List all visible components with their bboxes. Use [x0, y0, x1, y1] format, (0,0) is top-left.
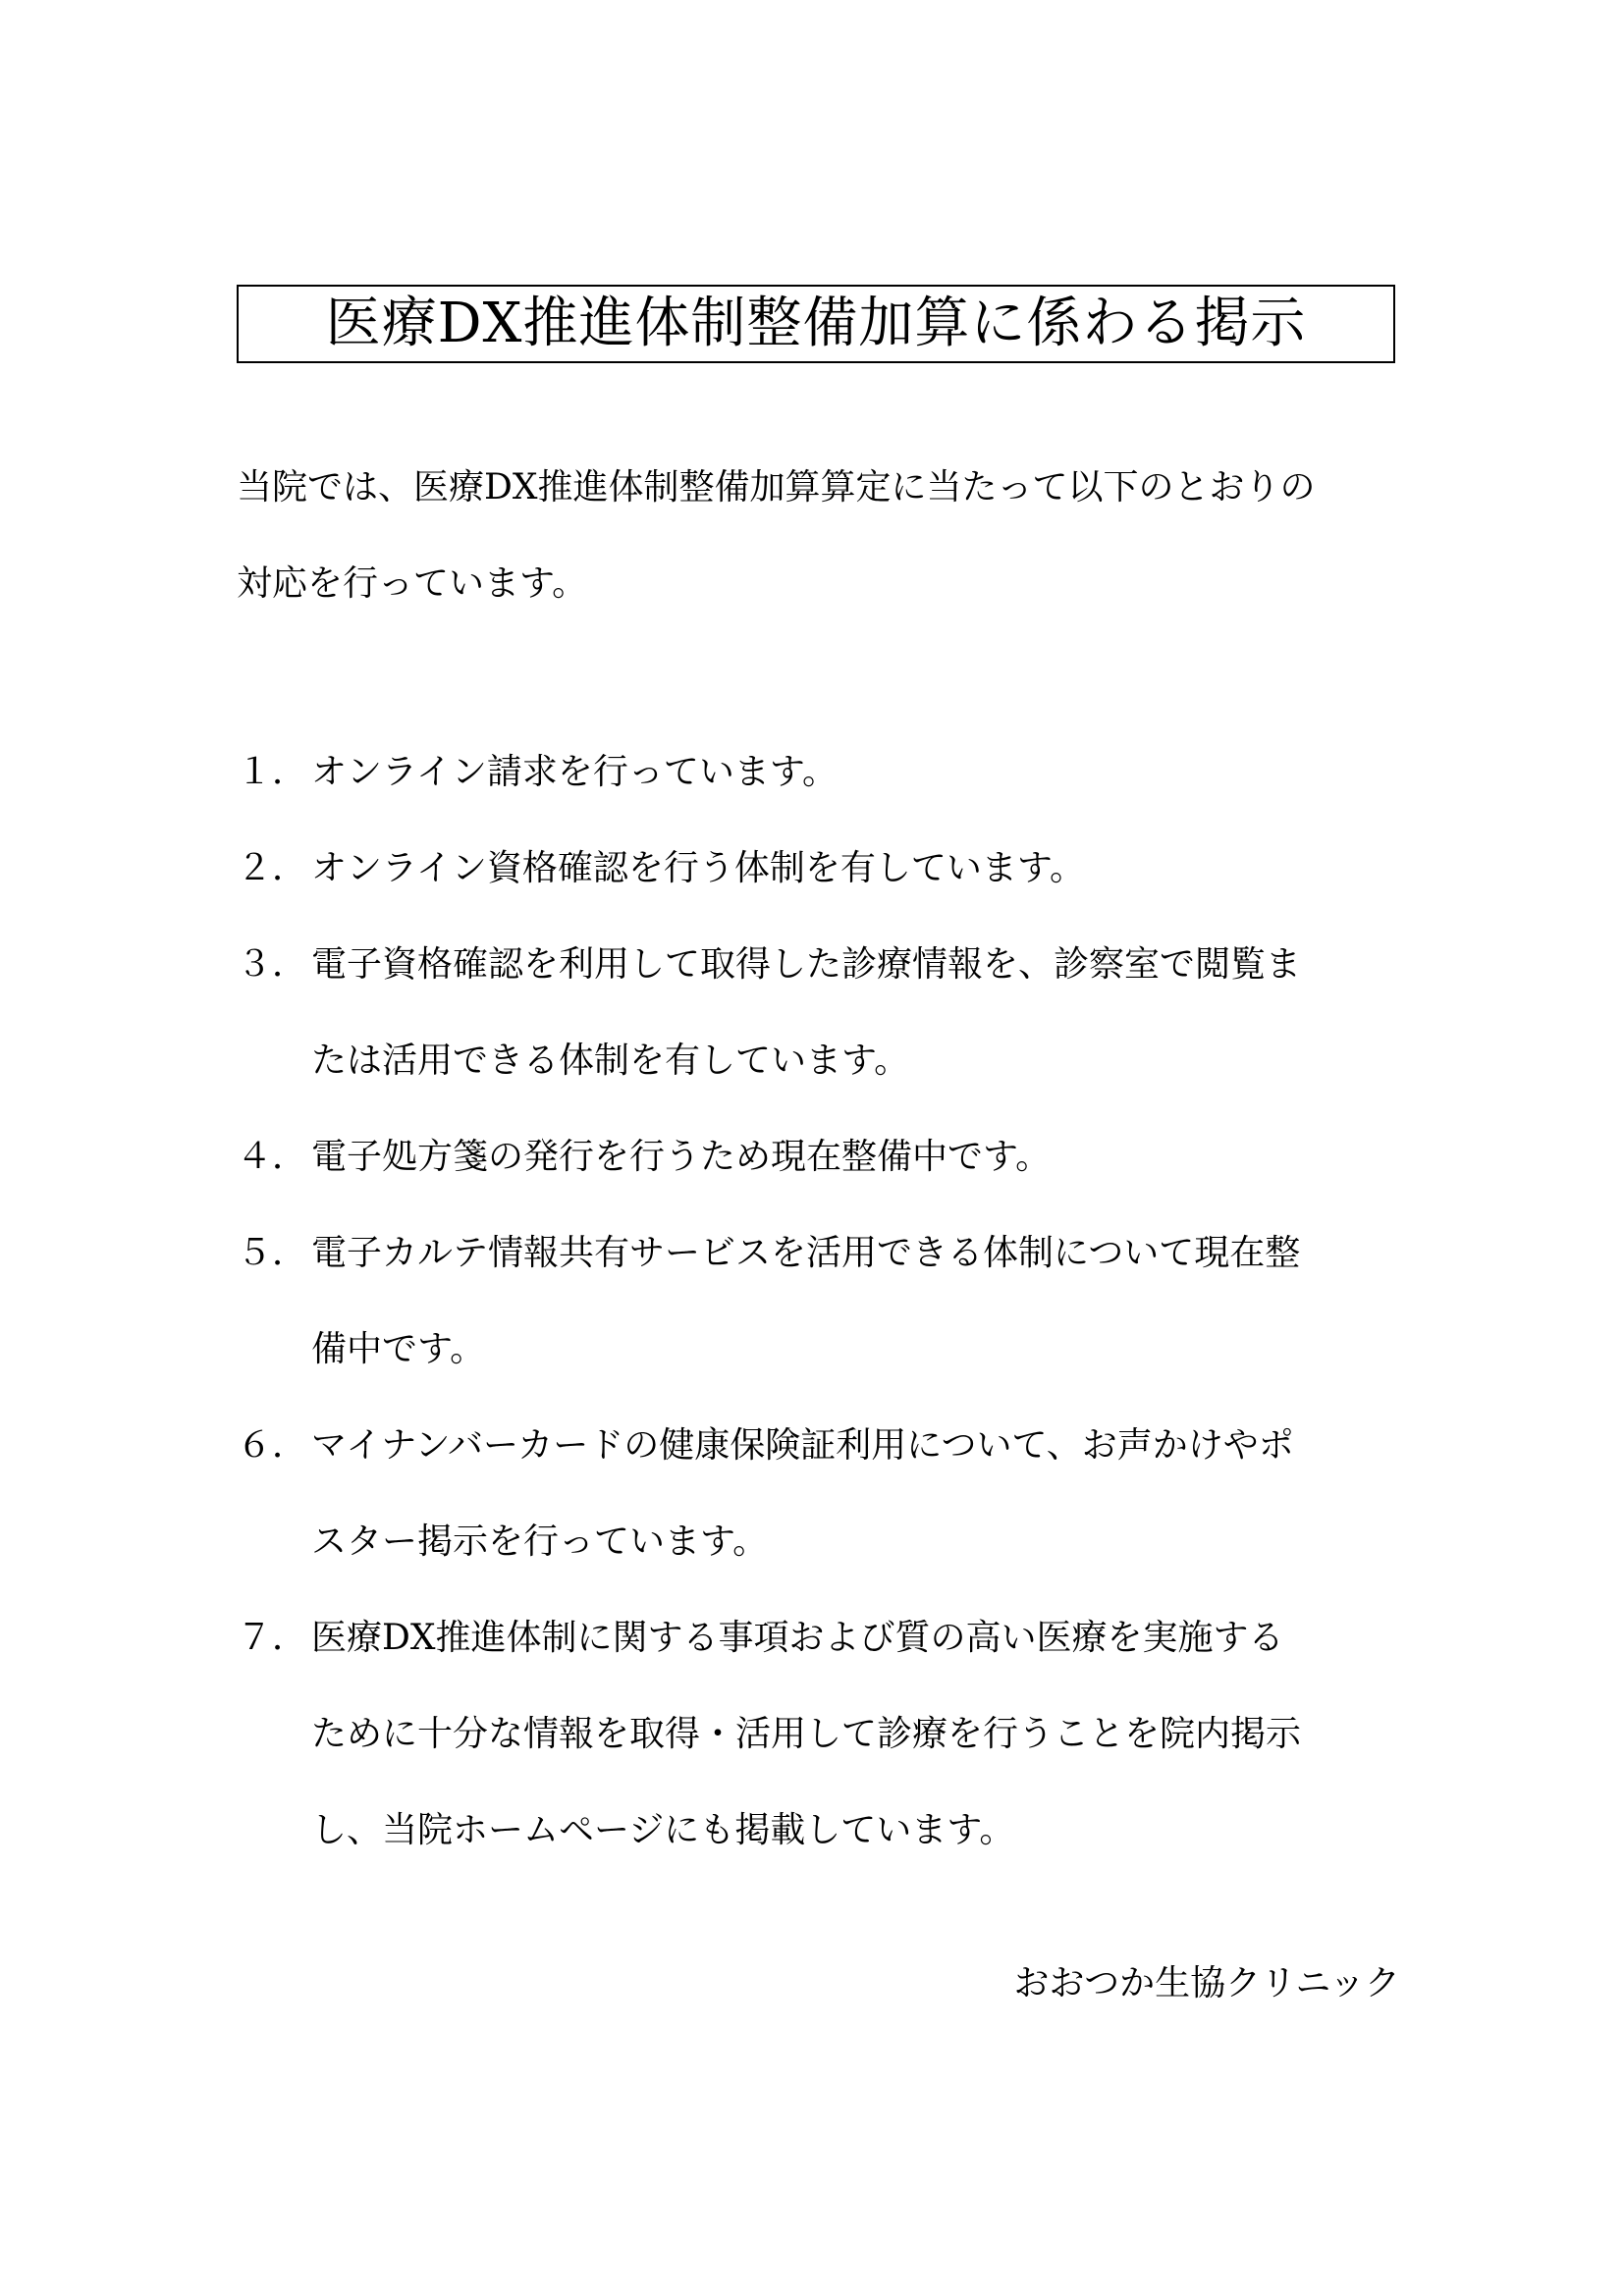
- list-item-line: 電子処方箋の発行を行うため現在整備中です。: [311, 1137, 1052, 1177]
- list-item-number: ３．: [237, 944, 308, 985]
- intro-paragraph: [237, 440, 1405, 632]
- list-item-text: [311, 1590, 1301, 1879]
- clinic-signature: おおつか生協クリニック: [1013, 1963, 1400, 2003]
- list-item-line: 電子カルテ情報共有サービスを活用できる体制について現在整: [311, 1233, 1301, 1273]
- list-item-line: マイナンバーカードの健康保険証利用について、お声かけやポ: [311, 1425, 1294, 1466]
- list-item: [237, 1398, 1405, 1590]
- page-title: 医療DX推進体制整備加算に係わる掲示: [325, 292, 1307, 355]
- list-item-number: ４．: [237, 1137, 308, 1177]
- list-item-number: ７．: [237, 1618, 308, 1658]
- list-item-line: し、当院ホームページにも掲載しています。: [311, 1810, 1015, 1850]
- title-box: [237, 285, 1395, 363]
- list-item-number: ５．: [237, 1233, 308, 1273]
- list-item-line: オンライン資格確認を行う体制を有しています。: [311, 848, 1086, 888]
- list-item: [237, 724, 1405, 821]
- intro-line: 当院では、医療DX推進体制整備加算算定に当たって以下のとおりの: [237, 467, 1316, 507]
- list-item-line: 医療DX推進体制に関する事項および質の高い医療を実施する: [311, 1618, 1284, 1658]
- list-item-line: 電子資格確認を利用して取得した診療情報を、診察室で閲覧ま: [311, 944, 1302, 985]
- list-item-text: [311, 821, 1085, 917]
- list-item-text: [311, 917, 1301, 1109]
- list-item-text: [311, 724, 838, 821]
- list-item-line: たは活用できる体制を有しています。: [311, 1041, 910, 1081]
- list-item-text: [311, 1205, 1300, 1398]
- list-item-line: ために十分な情報を取得・活用して診療を行うことを院内掲示: [311, 1714, 1302, 1754]
- list-item: [237, 917, 1405, 1109]
- list-item-number: ６．: [237, 1425, 308, 1466]
- list-item: [237, 1590, 1405, 1879]
- list-item-text: [311, 1109, 1051, 1205]
- list-item: [237, 821, 1405, 917]
- list-item-number: ２．: [237, 848, 308, 888]
- list-item: [237, 1205, 1405, 1398]
- measures-list: [237, 724, 1405, 1879]
- list-item-line: スター掲示を行っています。: [311, 1522, 769, 1562]
- list-item: [237, 1109, 1405, 1205]
- list-item-number: １．: [237, 752, 308, 792]
- intro-line: 対応を行っています。: [237, 563, 588, 604]
- list-item-text: [311, 1398, 1294, 1590]
- list-item-line: オンライン請求を行っています。: [311, 752, 839, 792]
- list-item-line: 備中です。: [311, 1329, 486, 1369]
